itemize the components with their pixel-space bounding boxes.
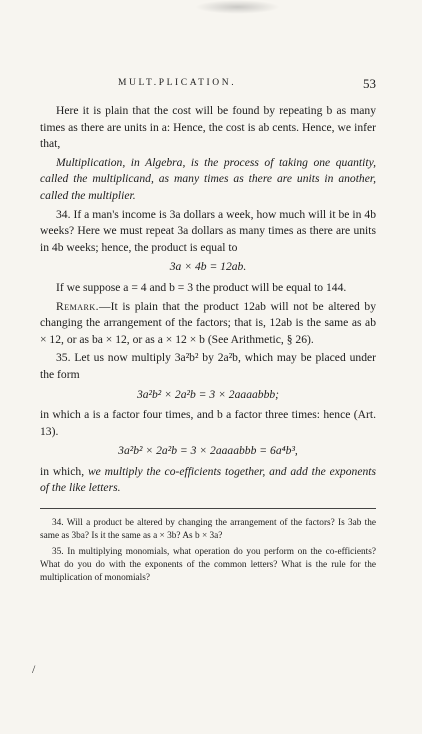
equation-3a-4b: 3a × 4b = 12ab.: [169, 260, 247, 274]
paragraph-suppose: If we suppose a = 4 and b = 3 the product will be equal to 144.: [56, 280, 347, 294]
paragraph-34: 34. If a man's income is 3a dollars a week, how much will it be in 4b weeks? Here we must repeat 3a dollars as many times as there are units in 4b weeks; hence, the product is equal to: [40, 207, 376, 254]
page-body: [40, 103, 376, 585]
paragraph-factors: in which a is a factor four times, and b a factor three times: hence (Art. 13).: [40, 408, 376, 438]
paragraph-rule: [40, 464, 376, 497]
remark-text: —It is plain that the product 12ab will not be altered by changing the arrangement of the factors; that is, 12ab is the same as ab × 12, or as ba × 12, or as a × 12 × b (See Arithmetic, § 26).: [40, 299, 376, 346]
divider: [40, 508, 376, 509]
remark-label: Remark.: [56, 299, 100, 313]
question-35: 35. In multiplying monomials, what operation do you perform on the co-efficients? What do you do with the exponents of the common letters? What is the rule for the multiplication of monomials?: [40, 547, 376, 584]
paragraph-remark: [40, 299, 376, 349]
equation-form: 3a²b² × 2a²b = 3 × 2aaaabbb;: [136, 387, 280, 401]
running-head: [40, 78, 376, 94]
equation-product: 3a²b² × 2a²b = 3 × 2aaaabbb = 6a⁴b³,: [118, 444, 298, 458]
question-34: 34. Will a product be altered by changing the arrangement of the factors? Is 3ab the same as 3ba? Is it the same as a × 3b? As b × 3a?: [40, 518, 376, 542]
rule-text: we multiply the co-efficients together, and add the exponents of the like letters.: [40, 464, 377, 495]
rule-lead: in which,: [40, 464, 88, 478]
margin-mark: /: [32, 662, 36, 676]
questions: [40, 517, 376, 585]
scan-smudge: [195, 0, 280, 14]
running-title: MULT.PLICATION.: [118, 78, 237, 88]
paragraph-cost: Here it is plain that the cost will be found by repeating b as many times as there are units in a: Hence, the cost is ab cents. Hence, we infer that,: [40, 104, 376, 151]
page-number: 53: [363, 76, 376, 91]
definition-multiplication: Multiplication, in Algebra, is the process of taking one quantity, called the multiplicand, as many times as there are units in another, called the multiplier.: [40, 155, 376, 202]
paragraph-35: 35. Let us now multiply 3a²b² by 2a²b, which may be placed under the form: [40, 351, 376, 381]
